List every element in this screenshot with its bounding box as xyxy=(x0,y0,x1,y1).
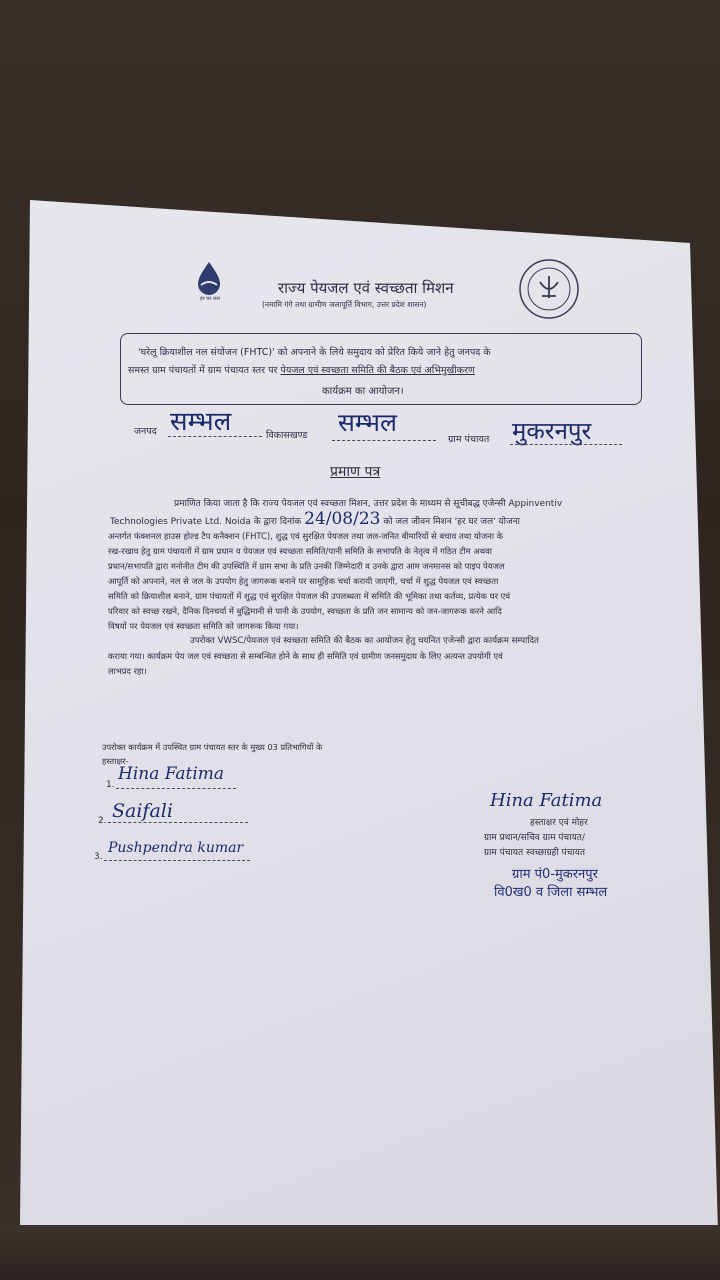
body-line-9: विषयों पर पेयजल एवं स्वच्छता समिति को जागरूक किया गया। xyxy=(108,621,299,631)
participant-1-line xyxy=(116,788,236,790)
body-line-4: रख-रखाव हेतु ग्राम पंचायतों में ग्राम प्रधान व पेयजल एवं स्वच्छता समिति/पानी समिति के सभापति के नेतृत्व में गठित टीम अथवा xyxy=(108,546,492,556)
janpad-value: सम्भल xyxy=(170,407,232,437)
certificate-title: प्रमाण पत्र xyxy=(330,464,381,480)
body-line-6: आपूर्ति को अपनाने, नल से जल के उपयोग हेतु जागरूक बनाने पर सामूहिक चर्चा करायी जाएगी, चर्चा में शुद्ध पेयजल एवं स्वच्छता xyxy=(108,576,499,586)
stamp-line-2: वि0ख0 व जिला सम्भल xyxy=(494,885,608,900)
body-line-12: लाभप्रद रहा। xyxy=(108,666,147,676)
body-line-3: अन्तर्गत फंक्शनल हाउस होल्ड टैप कनैक्शन (FHTC), शुद्ध एवं सुरक्षित पेयजल तथा जल-जनित बीमारियों से बचाव तथा योजना के xyxy=(108,531,504,541)
box-line-2b: पेयजल एवं स्वच्छता समिति की बैठक एवं अभिमुखीकरण xyxy=(280,365,475,376)
body-line-10: उपरोक्त VWSC/पेयजल एवं स्वच्छता समिति की बैठक का आयोजन हेतु चयनित एजेन्सी द्वारा कार्यक्रम सम्पादित xyxy=(190,636,539,646)
gp-label: ग्राम पंचायत xyxy=(448,434,490,445)
signatory-line-3: ग्राम पंचायत स्वच्छाग्रही पंचायत xyxy=(484,848,586,858)
header-title: राज्य पेयजल एवं स्वच्छता मिशन xyxy=(278,279,454,297)
box-line-3: कार्यक्रम का आयोजन। xyxy=(322,386,404,397)
program-date: 24/08/23 xyxy=(304,509,381,529)
box-line-2a: समस्त ग्राम पंचायतों में ग्राम पंचायत स्तर पर xyxy=(128,365,281,376)
participant-3-signature: Pushpendra kumar xyxy=(108,840,244,856)
box-line-2 xyxy=(128,363,475,376)
signatory-signature: Hina Fatima xyxy=(490,790,603,811)
block-label: विकासखण्ड xyxy=(266,430,308,441)
body-line-11: कराया गया। कार्यक्रम पेय जल एवं स्वच्छता से सम्बन्धित होने के साथ ही समिति एवं ग्रामीण जनसमुदाय के लिए अत्यन्त उपयोगी एवं xyxy=(108,651,503,661)
logo-left-text: हर घर जल xyxy=(200,296,220,302)
water-drop-logo-icon xyxy=(190,258,228,310)
participants-intro-1: उपरोक्त कार्यक्रम में उपस्थित ग्राम पंचायत स्तर के मुख्य 03 प्रतिभागियों के xyxy=(102,742,323,752)
stamp-line-1: ग्राम पं0-मुकरनपुर xyxy=(512,867,598,882)
signatory-line-1: हस्ताक्षर एवं मोहर xyxy=(530,818,588,828)
gp-value: मुकरनपुर xyxy=(512,417,592,445)
participant-3-line xyxy=(104,860,250,862)
body-line-8: परिवार को स्वच्छ रखने, दैनिक दिनचर्या में बुद्धिमानी से पानी के उपयोग, स्वच्छता के प्रति जन सामान्य को जन-जागरूक करने आदि xyxy=(108,606,502,616)
participant-2-number: 2. xyxy=(98,816,107,826)
body-line-1: प्रमाणित किया जाता है कि राज्य पेयजल एवं स्वच्छता मिशन, उत्तर प्रदेश के माध्यम से सूचीबद्ध एजेन्सी Appinventiv xyxy=(174,499,563,509)
gp-underline xyxy=(510,444,622,446)
participant-1-signature: Hina Fatima xyxy=(118,764,225,784)
table-surface xyxy=(0,1225,720,1280)
body-line-2b: को जल जीवन मिशन 'हर घर जल' योजना xyxy=(383,517,520,527)
box-line-1: 'घरेलू क्रियाशील नल संयोजन (FHTC)' को अपनाने के लिये समुदाय को प्रेरित किये जाने हेतु जनपद के xyxy=(138,347,491,358)
signatory-line-2: ग्राम प्रधान/सचिव ग्राम पंचायत/ xyxy=(484,833,585,843)
block-underline xyxy=(332,440,436,442)
body-line-5: प्रधान/सभापति द्वारा मनोनीत टीम की उपस्थिति में ग्राम सभा के प्रति उनकी जिम्मेदारी व उनके द्वारा आम जनमानस को पाइप पेयजल xyxy=(108,561,505,571)
up-government-seal-icon xyxy=(518,258,580,320)
body-line-7: समिति को क्रियाशील बनाने, ग्राम पंचायतों में शुद्ध एवं सुरक्षित पेयजल की उपलब्धता में समिति की भूमिका तथा कर्तव्य, प्रत्येक घर एवं xyxy=(108,591,510,601)
body-line-2a: Technologies Private Ltd. Noida के द्वारा दिनांक xyxy=(110,517,302,527)
header-subtitle: (नमामि गंगे तथा ग्रामीण जलापूर्ति विभाग, उत्तर प्रदेश शासन) xyxy=(262,300,427,309)
participant-2-signature: Saifali xyxy=(112,800,173,822)
body-line-2 xyxy=(110,509,520,530)
participant-2-line xyxy=(108,822,248,824)
participant-3-number: 3. xyxy=(94,852,103,862)
janpad-label: जनपद xyxy=(134,426,157,437)
janpad-underline xyxy=(168,436,262,438)
participant-1-number: 1. xyxy=(106,780,115,790)
block-value: सम्भल xyxy=(338,408,397,437)
participants-intro-2: हस्ताक्षर- xyxy=(102,756,129,766)
